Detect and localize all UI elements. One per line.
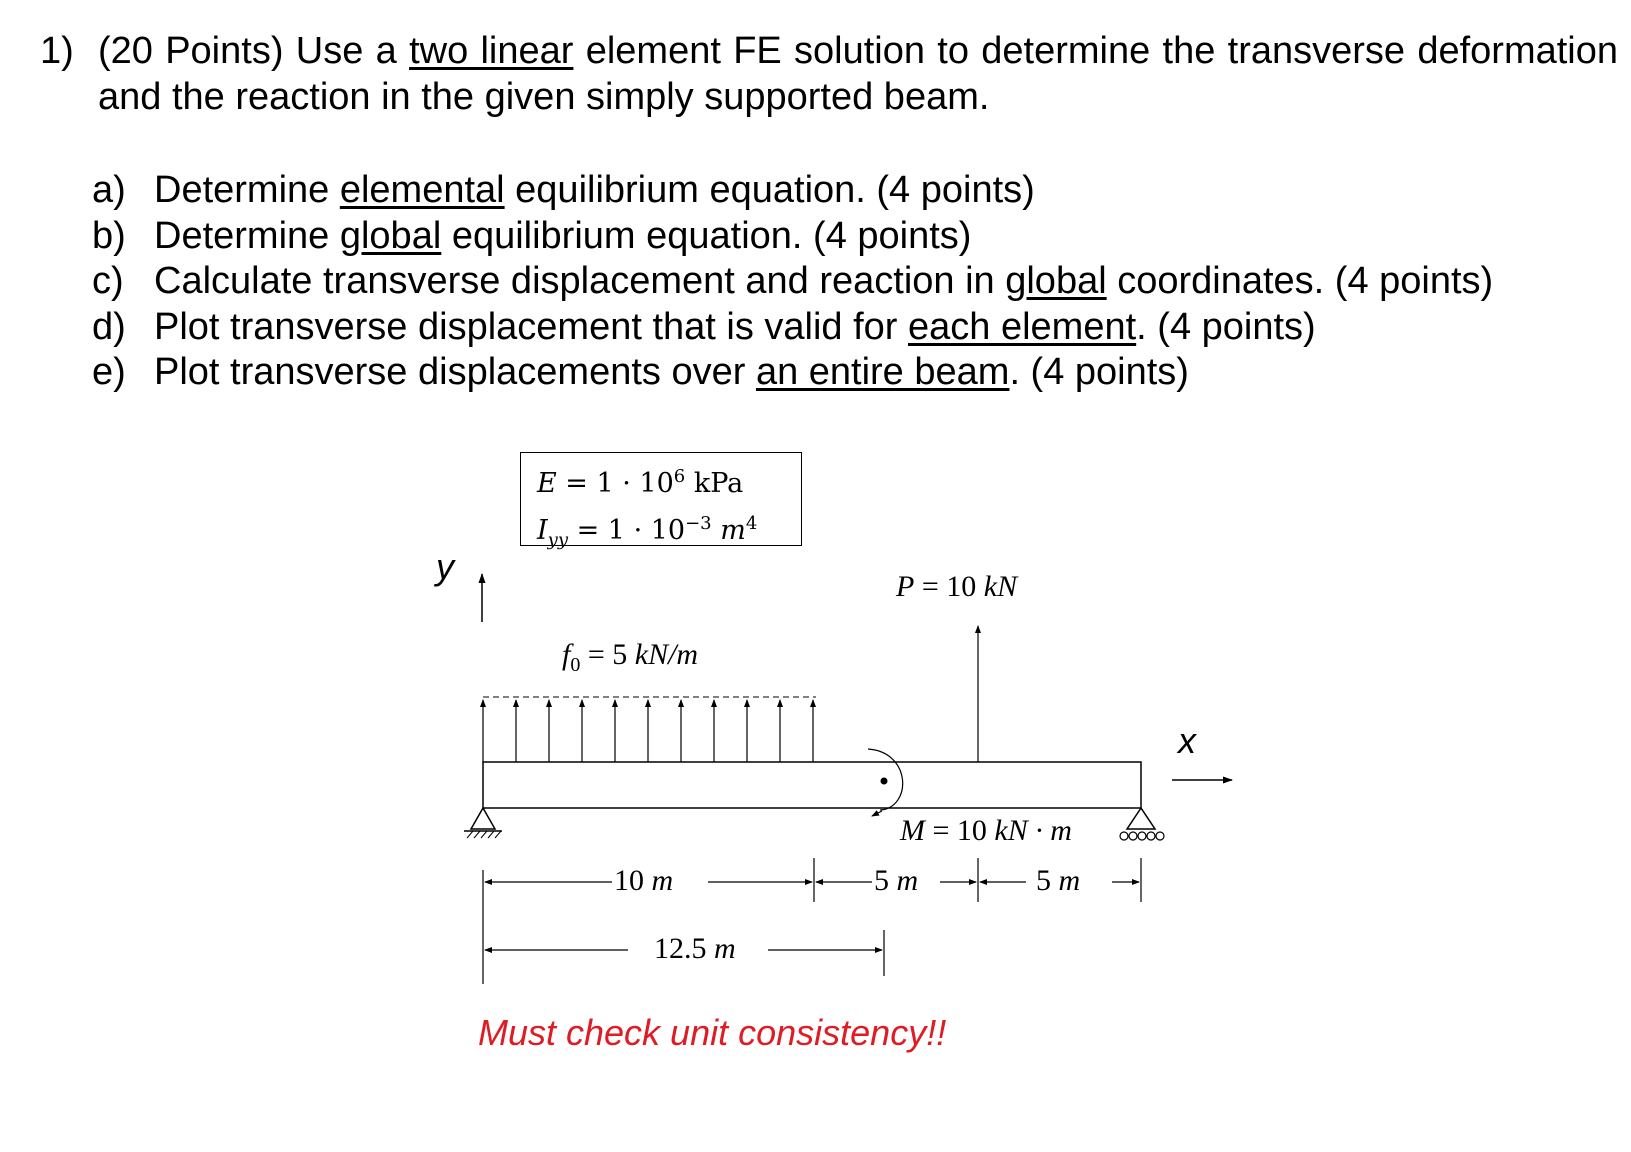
question-emphasis: two linear (409, 30, 574, 72)
moment-of-inertia: $I_{yy} = 1 \cdot 10^{-3}$ $m^4$ (537, 513, 758, 551)
dimension-label-12-5m: 12.5 m (654, 932, 736, 965)
x-axis-label: x (1178, 720, 1196, 761)
moment-label: M = 10 kN · m (900, 814, 1072, 847)
dimension-label-5m-b: 5 m (1036, 864, 1081, 897)
part-a: a) Determine elemental equilibrium equation. (4 points) (92, 169, 1035, 211)
part-e: e) Plot transverse displacements over an entire beam . (4 points) (92, 351, 1189, 393)
question-points: (20 Points) (98, 30, 284, 72)
distributed-load (483, 697, 816, 762)
part-c: c) Calculate transverse displacement and reaction in global coordinates. (4 points) (92, 260, 1494, 302)
point-load-label: P = 10 kN (896, 570, 1018, 603)
dimension-label-5m-a: 5 m (874, 864, 919, 897)
distributed-load-label: $f_0 = 5$ kN/m (562, 638, 699, 676)
part-d: d) Plot transverse displacement that is valid for each element . (4 points) (92, 305, 1316, 348)
pin-support (464, 808, 502, 838)
beam (483, 762, 1141, 808)
question-text: (20 Points) Use a two linear element FE solution to determine the transverse deformation and the reaction in the given simply supported beam. (98, 30, 1619, 118)
question-number: 1) (40, 30, 74, 72)
youngs-modulus: $E = 1 \cdot 10^6$ kPa (537, 466, 744, 499)
y-axis-label: y (436, 546, 454, 587)
unit-consistency-note: Must check unit consistency!! (478, 1012, 947, 1053)
roller-support (1120, 808, 1164, 840)
part-b: b) Determine global equilibrium equation. (4 points) (92, 214, 972, 257)
dimension-label-10m: 10 m (614, 864, 674, 897)
